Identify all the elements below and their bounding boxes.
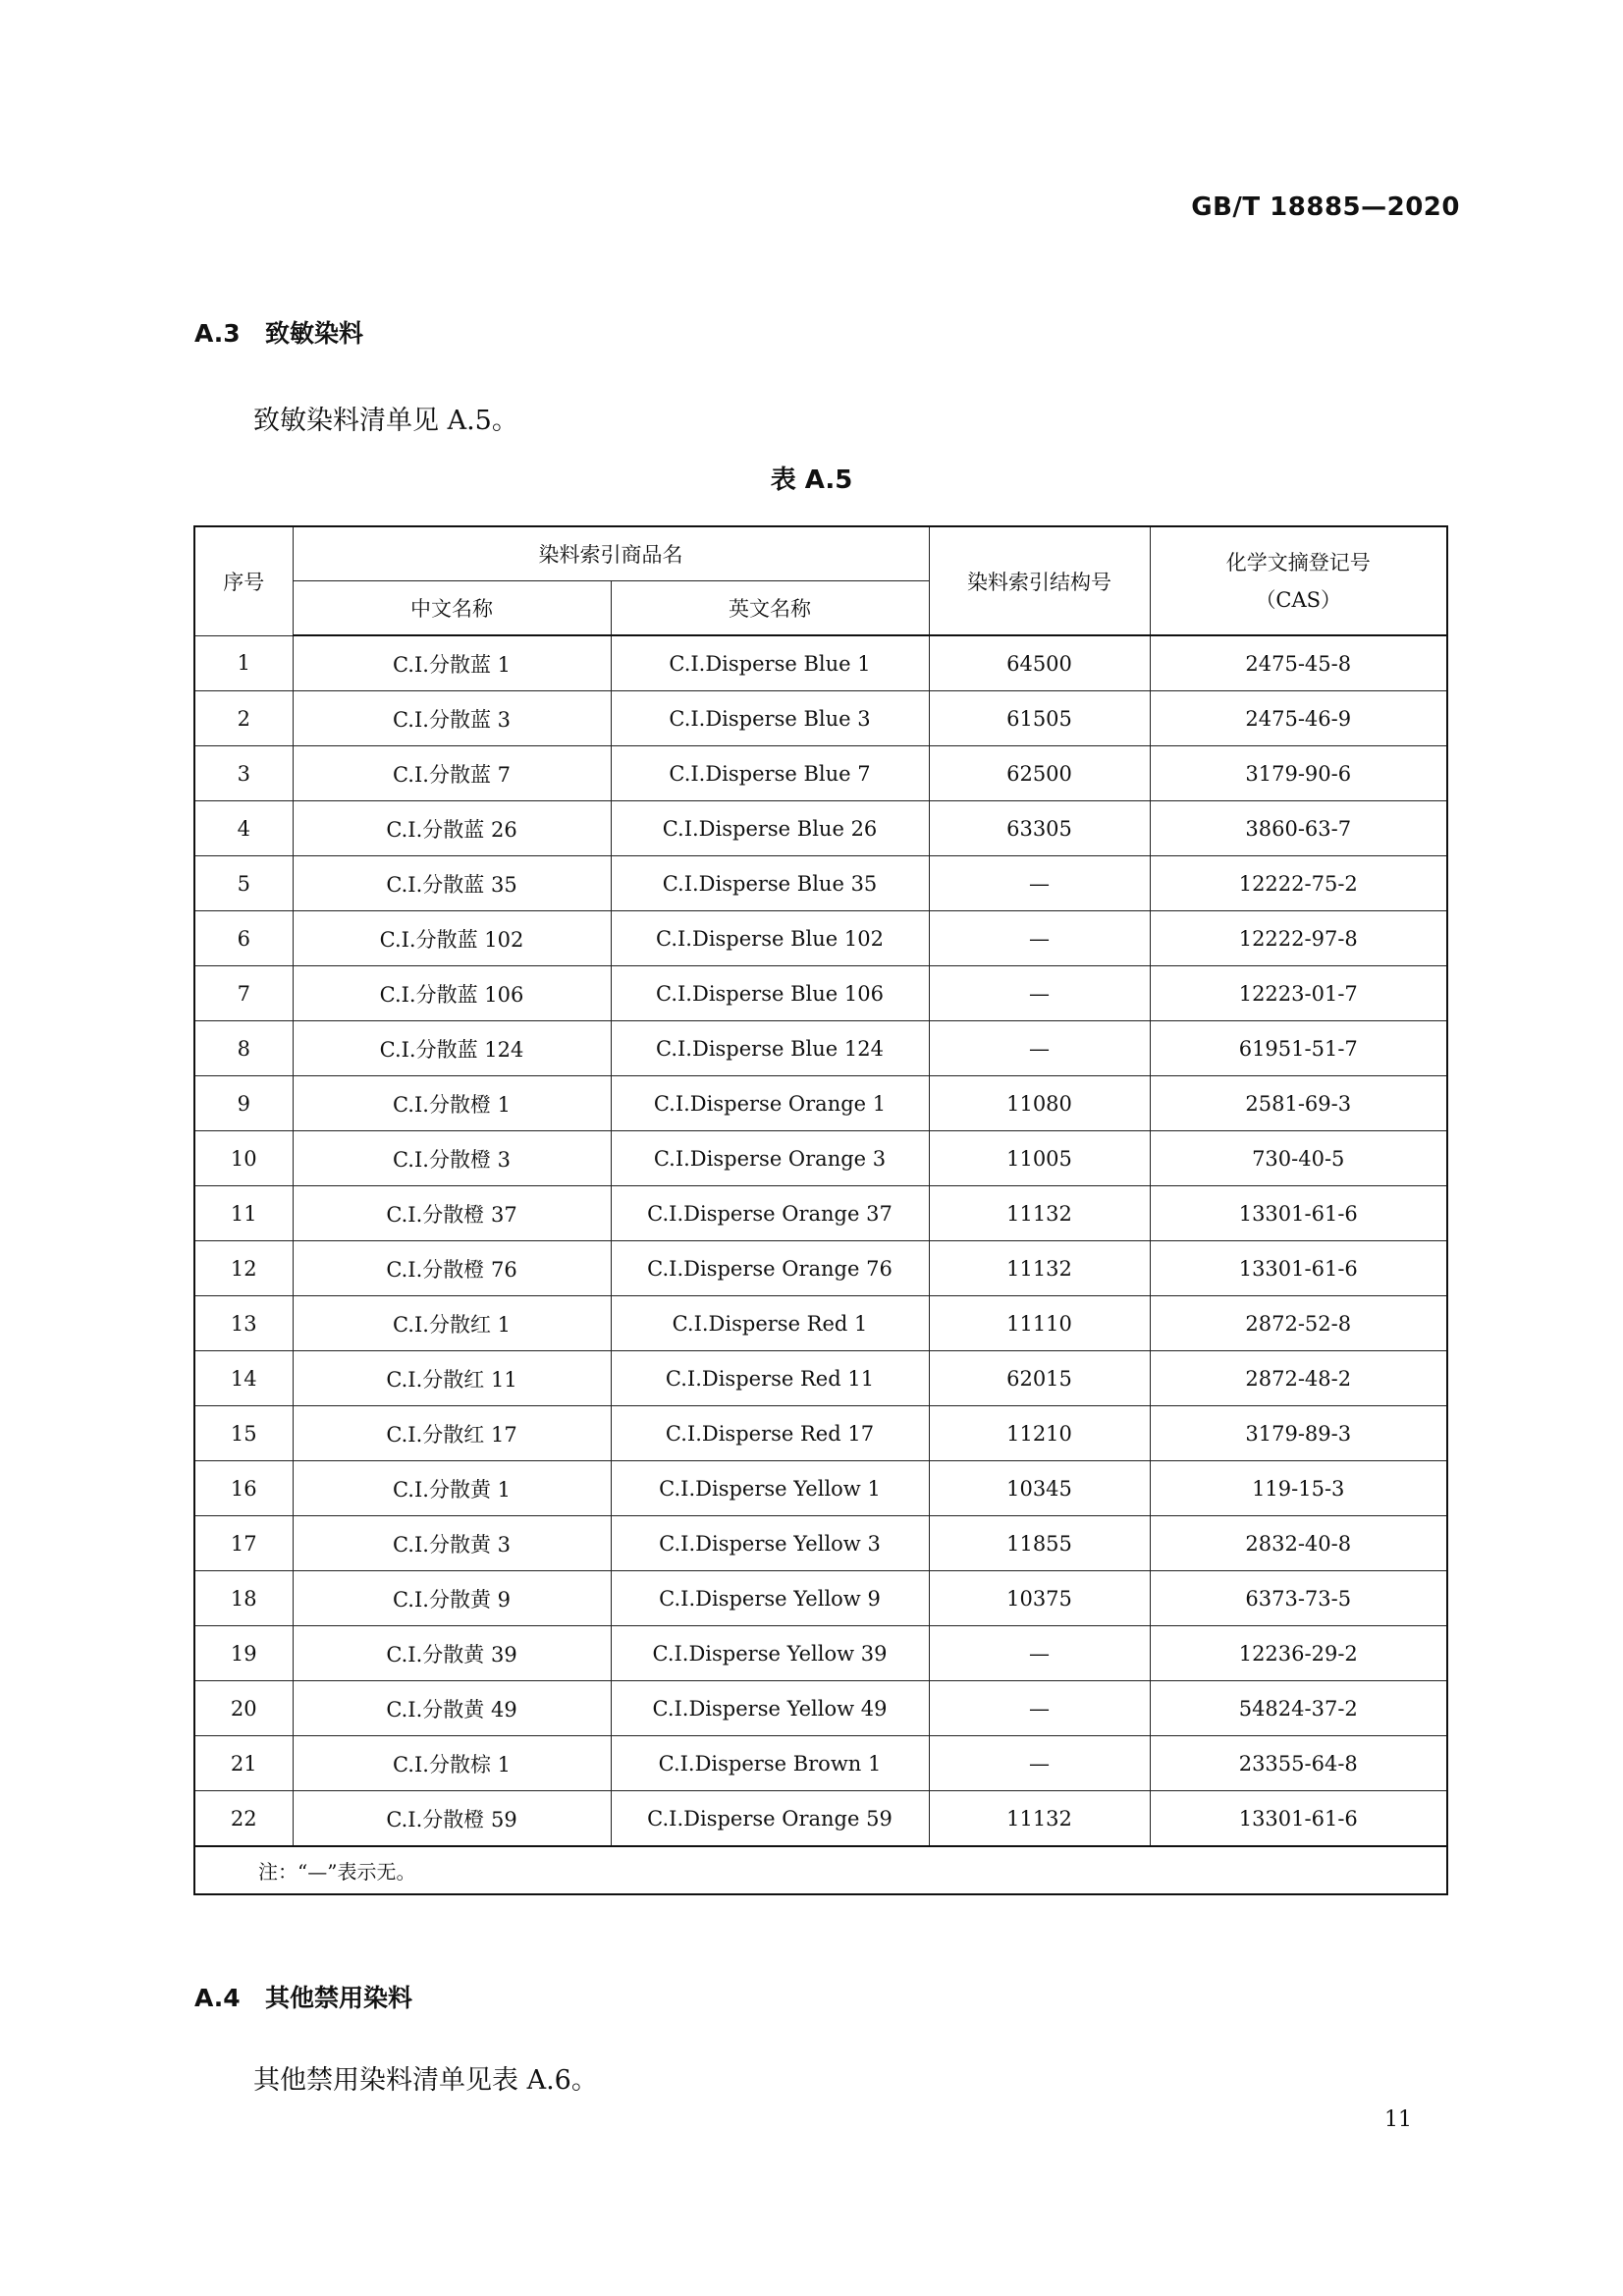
table-row	[194, 1131, 1447, 1186]
cell-cas: 6373-73-5	[1150, 1571, 1447, 1626]
table-title: 表 A.5	[770, 465, 853, 495]
section-title: 致敏染料	[265, 319, 364, 348]
cell-cn-name: C.I.分散红 11	[293, 1351, 611, 1406]
cell-structure-no: 10345	[929, 1461, 1150, 1516]
cell-seq: 15	[194, 1406, 293, 1461]
header-cas-line1: 化学文摘登记号	[1225, 550, 1371, 574]
cell-seq: 1	[194, 635, 293, 691]
cell-cn-name: C.I.分散黄 39	[293, 1626, 611, 1681]
table-row	[194, 1351, 1447, 1406]
table-row	[194, 1571, 1447, 1626]
cell-en-name: C.I.Disperse Orange 59	[611, 1791, 929, 1847]
cell-cas: 2872-48-2	[1150, 1351, 1447, 1406]
cell-seq: 22	[194, 1791, 293, 1847]
cell-structure-no: 64500	[929, 635, 1150, 691]
cell-cas: 12222-75-2	[1150, 856, 1447, 911]
page-number: 11	[1384, 2107, 1412, 2132]
cell-cn-name: C.I.分散棕 1	[293, 1736, 611, 1791]
table-row	[194, 691, 1447, 746]
cell-cn-name: C.I.分散蓝 124	[293, 1021, 611, 1076]
cell-cn-name: C.I.分散红 1	[293, 1296, 611, 1351]
header-index-trade-name: 染料索引商品名	[293, 526, 929, 581]
cell-cas: 2832-40-8	[1150, 1516, 1447, 1571]
table-row	[194, 635, 1447, 691]
cell-cn-name: C.I.分散红 17	[293, 1406, 611, 1461]
cell-seq: 5	[194, 856, 293, 911]
section-title: 其他禁用染料	[265, 1984, 413, 2012]
cell-cn-name: C.I.分散橙 3	[293, 1131, 611, 1186]
cell-seq: 12	[194, 1241, 293, 1296]
cell-en-name: C.I.Disperse Yellow 49	[611, 1681, 929, 1736]
table-row	[194, 966, 1447, 1021]
cell-seq: 16	[194, 1461, 293, 1516]
cell-cas: 23355-64-8	[1150, 1736, 1447, 1791]
cell-cas: 13301-61-6	[1150, 1241, 1447, 1296]
cell-structure-no: —	[929, 856, 1150, 911]
table-row	[194, 1406, 1447, 1461]
cell-seq: 4	[194, 801, 293, 856]
table-row	[194, 746, 1447, 801]
cell-en-name: C.I.Disperse Yellow 1	[611, 1461, 929, 1516]
cell-en-name: C.I.Disperse Red 1	[611, 1296, 929, 1351]
table-row	[194, 1296, 1447, 1351]
cell-cas: 54824-37-2	[1150, 1681, 1447, 1736]
table-row	[194, 1681, 1447, 1736]
cell-en-name: C.I.Disperse Blue 124	[611, 1021, 929, 1076]
cell-seq: 7	[194, 966, 293, 1021]
cell-en-name: C.I.Disperse Orange 1	[611, 1076, 929, 1131]
cell-structure-no: 62500	[929, 746, 1150, 801]
header-cn-name: 中文名称	[293, 581, 611, 636]
header-en-name: 英文名称	[611, 581, 929, 636]
section-heading-a3	[194, 314, 363, 350]
cell-seq: 2	[194, 691, 293, 746]
cell-cas: 119-15-3	[1150, 1461, 1447, 1516]
header-seq: 序号	[194, 526, 293, 635]
cell-en-name: C.I.Disperse Brown 1	[611, 1736, 929, 1791]
cell-cn-name: C.I.分散黄 49	[293, 1681, 611, 1736]
cell-seq: 6	[194, 911, 293, 966]
cell-en-name: C.I.Disperse Red 11	[611, 1351, 929, 1406]
section-number: A.4	[194, 1984, 241, 2012]
cell-cn-name: C.I.分散蓝 7	[293, 746, 611, 801]
cell-cn-name: C.I.分散橙 1	[293, 1076, 611, 1131]
cell-cas: 3860-63-7	[1150, 801, 1447, 856]
cell-cn-name: C.I.分散蓝 3	[293, 691, 611, 746]
table-body	[194, 635, 1447, 1846]
header-cas-line2: （CAS）	[1255, 587, 1342, 612]
cell-seq: 18	[194, 1571, 293, 1626]
cell-en-name: C.I.Disperse Orange 76	[611, 1241, 929, 1296]
table-row	[194, 1461, 1447, 1516]
cell-structure-no: —	[929, 1021, 1150, 1076]
cell-seq: 11	[194, 1186, 293, 1241]
cell-cas: 3179-89-3	[1150, 1406, 1447, 1461]
cell-cas: 13301-61-6	[1150, 1791, 1447, 1847]
cell-en-name: C.I.Disperse Orange 3	[611, 1131, 929, 1186]
cell-structure-no: 11855	[929, 1516, 1150, 1571]
cell-cas: 2475-46-9	[1150, 691, 1447, 746]
cell-cn-name: C.I.分散橙 76	[293, 1241, 611, 1296]
cell-structure-no: 11132	[929, 1186, 1150, 1241]
header-cas	[1150, 526, 1447, 635]
cell-en-name: C.I.Disperse Blue 3	[611, 691, 929, 746]
section-body-a3: 致敏染料清单见 A.5。	[253, 406, 518, 436]
section-body-a4: 其他禁用染料清单见表 A.6。	[253, 2065, 598, 2096]
table-row	[194, 801, 1447, 856]
cell-cn-name: C.I.分散蓝 106	[293, 966, 611, 1021]
cell-en-name: C.I.Disperse Blue 35	[611, 856, 929, 911]
standard-number: GB/T 18885—2020	[1191, 192, 1460, 222]
cell-structure-no: 11132	[929, 1241, 1150, 1296]
header-structure-no: 染料索引结构号	[929, 526, 1150, 635]
cell-cas: 13301-61-6	[1150, 1186, 1447, 1241]
cell-en-name: C.I.Disperse Yellow 3	[611, 1516, 929, 1571]
cell-seq: 3	[194, 746, 293, 801]
cell-seq: 13	[194, 1296, 293, 1351]
cell-en-name: C.I.Disperse Blue 1	[611, 635, 929, 691]
cell-structure-no: 62015	[929, 1351, 1150, 1406]
cell-structure-no: 11080	[929, 1076, 1150, 1131]
table-row	[194, 1516, 1447, 1571]
cell-en-name: C.I.Disperse Blue 102	[611, 911, 929, 966]
cell-cn-name: C.I.分散黄 9	[293, 1571, 611, 1626]
cell-en-name: C.I.Disperse Blue 7	[611, 746, 929, 801]
cell-structure-no: 61505	[929, 691, 1150, 746]
table-row	[194, 911, 1447, 966]
section-heading-a4	[194, 1979, 412, 2014]
cell-structure-no: —	[929, 1626, 1150, 1681]
cell-cn-name: C.I.分散蓝 1	[293, 635, 611, 691]
cell-seq: 8	[194, 1021, 293, 1076]
cell-cas: 730-40-5	[1150, 1131, 1447, 1186]
cell-structure-no: 10375	[929, 1571, 1150, 1626]
cell-cn-name: C.I.分散黄 1	[293, 1461, 611, 1516]
cell-cas: 12222-97-8	[1150, 911, 1447, 966]
cell-structure-no: 11132	[929, 1791, 1150, 1847]
cell-en-name: C.I.Disperse Blue 26	[611, 801, 929, 856]
cell-en-name: C.I.Disperse Yellow 39	[611, 1626, 929, 1681]
cell-cn-name: C.I.分散蓝 26	[293, 801, 611, 856]
cell-en-name: C.I.Disperse Yellow 9	[611, 1571, 929, 1626]
cell-seq: 20	[194, 1681, 293, 1736]
cell-cas: 3179-90-6	[1150, 746, 1447, 801]
cell-en-name: C.I.Disperse Red 17	[611, 1406, 929, 1461]
cell-structure-no: —	[929, 1736, 1150, 1791]
table-note: 注：“—”表示无。	[194, 1846, 1447, 1894]
cell-cas: 12236-29-2	[1150, 1626, 1447, 1681]
table-row	[194, 1241, 1447, 1296]
cell-structure-no: 63305	[929, 801, 1150, 856]
cell-cn-name: C.I.分散橙 37	[293, 1186, 611, 1241]
table-row	[194, 1076, 1447, 1131]
cell-seq: 9	[194, 1076, 293, 1131]
cell-cn-name: C.I.分散橙 59	[293, 1791, 611, 1847]
cell-cn-name: C.I.分散黄 3	[293, 1516, 611, 1571]
cell-en-name: C.I.Disperse Orange 37	[611, 1186, 929, 1241]
table-row	[194, 1626, 1447, 1681]
cell-cas: 61951-51-7	[1150, 1021, 1447, 1076]
cell-cn-name: C.I.分散蓝 35	[293, 856, 611, 911]
cell-structure-no: —	[929, 1681, 1150, 1736]
cell-cas: 12223-01-7	[1150, 966, 1447, 1021]
cell-structure-no: 11110	[929, 1296, 1150, 1351]
table-row	[194, 1791, 1447, 1847]
cell-en-name: C.I.Disperse Blue 106	[611, 966, 929, 1021]
cell-seq: 21	[194, 1736, 293, 1791]
cell-seq: 14	[194, 1351, 293, 1406]
table-row	[194, 1736, 1447, 1791]
cell-structure-no: —	[929, 911, 1150, 966]
cell-seq: 17	[194, 1516, 293, 1571]
table-row	[194, 856, 1447, 911]
cell-structure-no: 11005	[929, 1131, 1150, 1186]
cell-structure-no: —	[929, 966, 1150, 1021]
cell-cn-name: C.I.分散蓝 102	[293, 911, 611, 966]
section-number: A.3	[194, 319, 241, 348]
cell-cas: 2475-45-8	[1150, 635, 1447, 691]
cell-seq: 10	[194, 1131, 293, 1186]
table-row	[194, 1186, 1447, 1241]
cell-cas: 2581-69-3	[1150, 1076, 1447, 1131]
cell-cas: 2872-52-8	[1150, 1296, 1447, 1351]
table-row	[194, 1021, 1447, 1076]
sensitizing-dyes-table	[193, 525, 1448, 1895]
cell-structure-no: 11210	[929, 1406, 1150, 1461]
cell-seq: 19	[194, 1626, 293, 1681]
